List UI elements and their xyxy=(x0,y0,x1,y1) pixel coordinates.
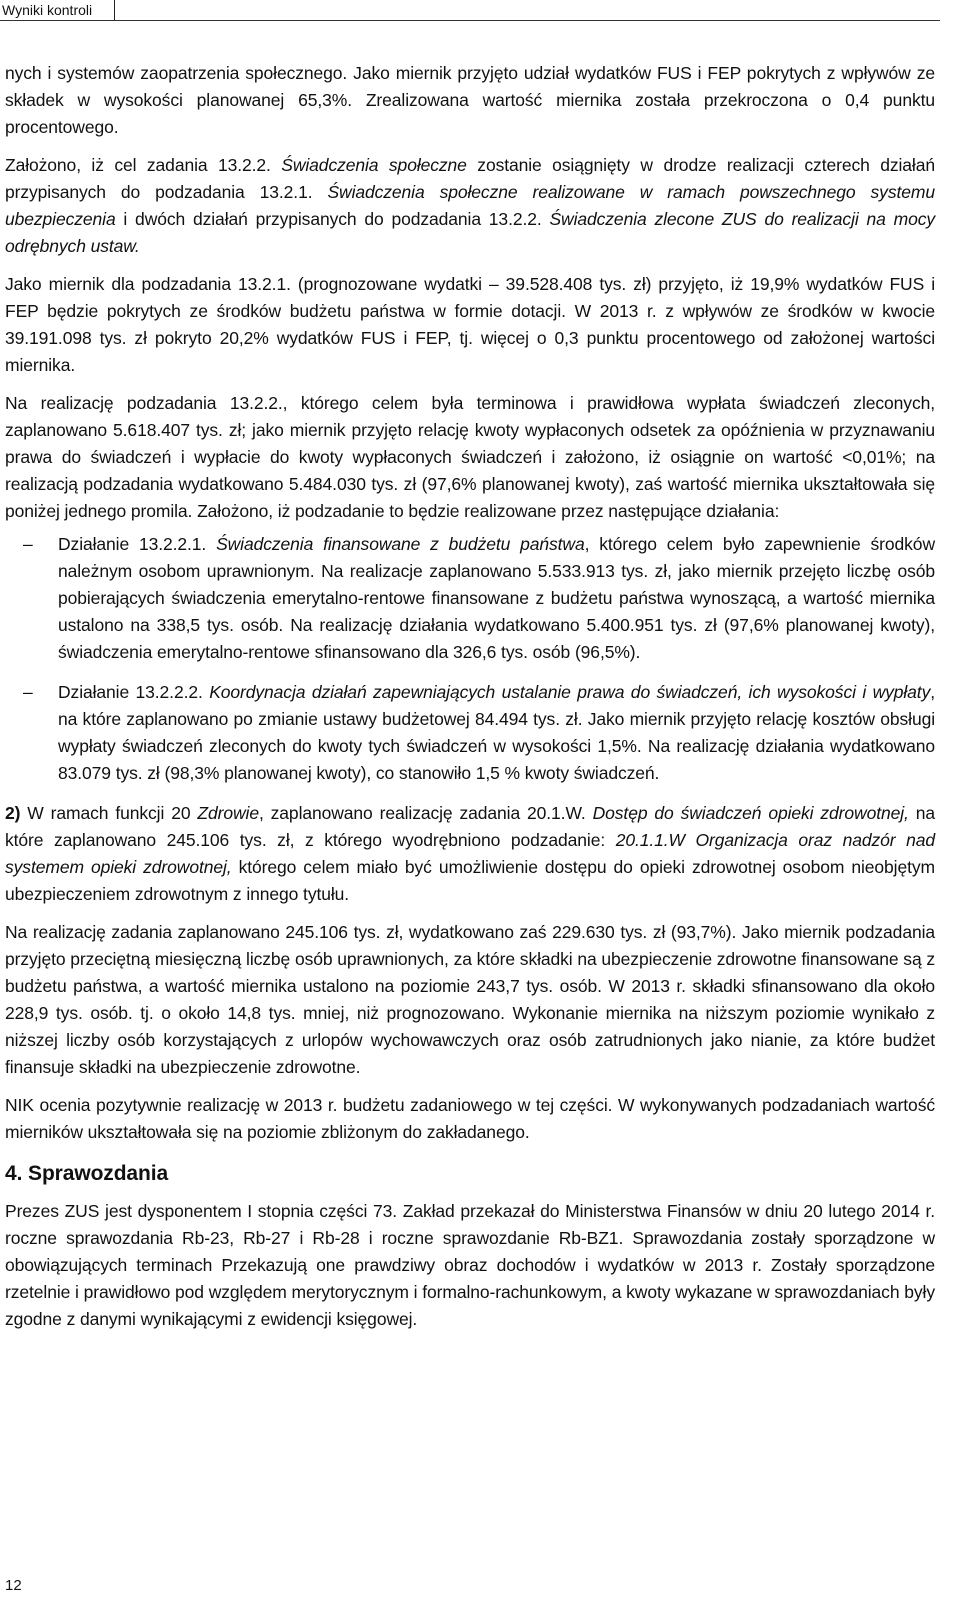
item-text-b: Koordynacja działań zapewniających ustalanie prawa do świadczeń, ich wysokości i wypłaty xyxy=(209,682,931,702)
paragraph-health xyxy=(5,800,935,908)
item-text-b: Świadczenia finansowane z budżetu państwa xyxy=(216,534,585,554)
header-rule xyxy=(0,20,940,21)
list-item xyxy=(5,679,935,787)
section-heading: 4. Sprawozdania xyxy=(5,1162,169,1185)
health-f: 20.1.1.W Organizacja oraz nadzór nad systemem opieki zdrowotnej, xyxy=(5,830,936,877)
health-d: Dostęp do świadczeń opieki zdrowotnej, xyxy=(592,803,909,823)
item-text-a: Działanie 13.2.2.1. xyxy=(58,534,217,554)
section-label: Wyniki kontroli xyxy=(0,0,115,21)
dash-bullet: – xyxy=(23,534,33,554)
item-text-c: , na które zaplanowano po zmianie ustawy budżetowej 84.494 tys. zł. Jako miernik przyjęto relację kosztów obsługi wypłaty świadczeń zleconych do kwoty tych świadczeń w wysokości 1,5%. Na realizację działania wydatkowano 83.079 tys. zł (98,3% planowanej kwoty), co stanowiło 1,5 % kwoty świadczeń. xyxy=(58,682,935,783)
paragraph-measure-13-2-2: Na realizację podzadania 13.2.2., którego celem była terminowa i prawidłowa wypłata świadczeń zleconych, zaplanowano 5.618.407 tys. zł; jako miernik przyjęto relację kwoty wypłaconych odsetek za opóźnienia w przyznawaniu prawa do świadczeń i wypłacie do kwoty wypłaconych świadczeń i założono, iż osiągnie on wartość <0,01%; na realizacją podzadania wydatkowano 5.484.030 tys. zł (97,6% planowanej kwoty), zaś wartość miernika ukształtowała się poniżej jednego promila. Założono, iż podzadanie to będzie realizowane przez następujące działania: xyxy=(5,393,935,521)
paragraph-goal xyxy=(5,152,935,260)
paragraph-intro: nych i systemów zaopatrzenia społecznego. Jako miernik przyjęto udział wydatków FUS i FEP pokrytych z wpływów ze składek w wysokości planowanej 65,3%. Zrealizowana wartość miernika została przekroczona o 0,4 punktu procentowego. xyxy=(5,63,935,137)
goal-text-a: Założono, iż cel zadania 13.2.2. xyxy=(5,155,282,175)
health-e: na które zaplanowano 245.106 tys. zł, z którego wyodrębniono podzadanie: xyxy=(5,803,935,850)
list-item xyxy=(5,531,935,666)
page-header xyxy=(0,0,960,40)
health-b: Zdrowie xyxy=(197,803,259,823)
health-g: którego celem miało być umożliwienie dostępu do opieki zdrowotnej osobom nieobjętym ubezpieczeniem zdrowotnym z innego tytułu. xyxy=(5,857,935,904)
paragraph-reports: Prezes ZUS jest dysponentem I stopnia części 73. Zakład przekazał do Ministerstwa Finansów w dniu 20 lutego 2014 r. roczne sprawozdania Rb-23, Rb-27 i Rb-28 i roczne sprawozdanie Rb-BZ1. Sprawozdania zostały sporządzone w obowiązujących terminach Przekazują one prawdziwy obraz dochodów i wydatków w 2013 r. Zostały sporządzone rzetelnie i prawidłowo pod względem merytorycznym i formalno-rachunkowym, a kwoty wykazane w sprawozdaniach były zgodne z danymi wynikającymi z ewidencji księgowej. xyxy=(5,1201,935,1329)
paragraph-health-execution: Na realizację zadania zaplanowano 245.106 tys. zł, wydatkowano zaś 229.630 tys. zł (93,7%). Jako miernik podzadania przyjęto przeciętną miesięczną liczbę osób uprawnionych, za które składki na ubezpieczenie zdrowotne finansowane są z budżetu państwa, a wartość miernika ustalono na poziomie 243,7 tys. osób. W 2013 r. składki sfinansowano dla około 228,9 tys. osób. tj. o około 14,8 tys. mniej, niż prognozowano. Wykonanie miernika na niższym poziomie wynikało z niższej liczby osób korzystających z urlopów wychowawczych oraz osób zatrudnionych jako nianie, za które budżet finansuje składki na ubezpieczenie zdrowotne. xyxy=(5,922,935,1077)
page-body xyxy=(5,60,935,1344)
item-text-c: , którego celem było zapewnienie środków należnym osobom uprawnionym. Na realizacje zaplanowano 5.533.913 tys. zł, jako miernik przejęto liczbę osób pobierających świadczenia emerytalno-rentowe finansowane z budżetu państwa wynoszącą, a wartość miernika ustalono na 338,5 tys. osób. Na realizację działania wydatkowano 5.400.951 tys. zł (97,6% planowanej kwoty), świadczenia emerytalno-rentowe sfinansowano dla 326,6 tys. osób (96,5%). xyxy=(58,534,935,662)
paragraph-nik-assessment: NIK ocenia pozytywnie realizację w 2013 r. budżetu zadaniowego w tej części. W wykonywanych podzadaniach wartość mierników ukształtowała się na poziomie zbliżonym do zakładanego. xyxy=(5,1095,935,1142)
health-c: , zaplanowano realizację zadania 20.1.W. xyxy=(258,803,593,823)
dash-bullet: – xyxy=(23,682,33,702)
goal-text-d: Świadczenia społeczne realizowane w ramach powszechnego systemu ubezpieczenia xyxy=(5,182,935,229)
item-text-a: Działanie 13.2.2.2. xyxy=(58,682,210,702)
goal-text-b: Świadczenia społeczne xyxy=(281,155,467,175)
goal-text-c: zostanie osiągnięty w drodze realizacji czterech działań przypisanych do podzadania 13.2.1. xyxy=(5,155,935,202)
paragraph-measure-13-2-1: Jako miernik dla podzadania 13.2.1. (prognozowane wydatki – 39.528.408 tys. zł) przyjęto, iż 19,9% wydatków FUS i FEP będzie pokrytych ze środków budżetu państwa w formie dotacji. W 2013 r. z wpływów ze środków w kwocie 39.191.098 tys. zł pokryto 20,2% wydatków FUS i FEP, tj. więcej o 0,3 punktu procentowego od założonej wartości miernika. xyxy=(5,274,935,375)
health-a: W ramach funkcji 20 xyxy=(20,803,198,823)
goal-text-f: Świadczenia zlecone ZUS do realizacji na mocy odrębnych ustaw. xyxy=(5,209,935,256)
page-number: 12 xyxy=(5,1577,22,1594)
health-num: 2) xyxy=(5,803,21,823)
goal-text-e: i dwóch działań przypisanych do podzadania 13.2.2. xyxy=(115,209,550,229)
